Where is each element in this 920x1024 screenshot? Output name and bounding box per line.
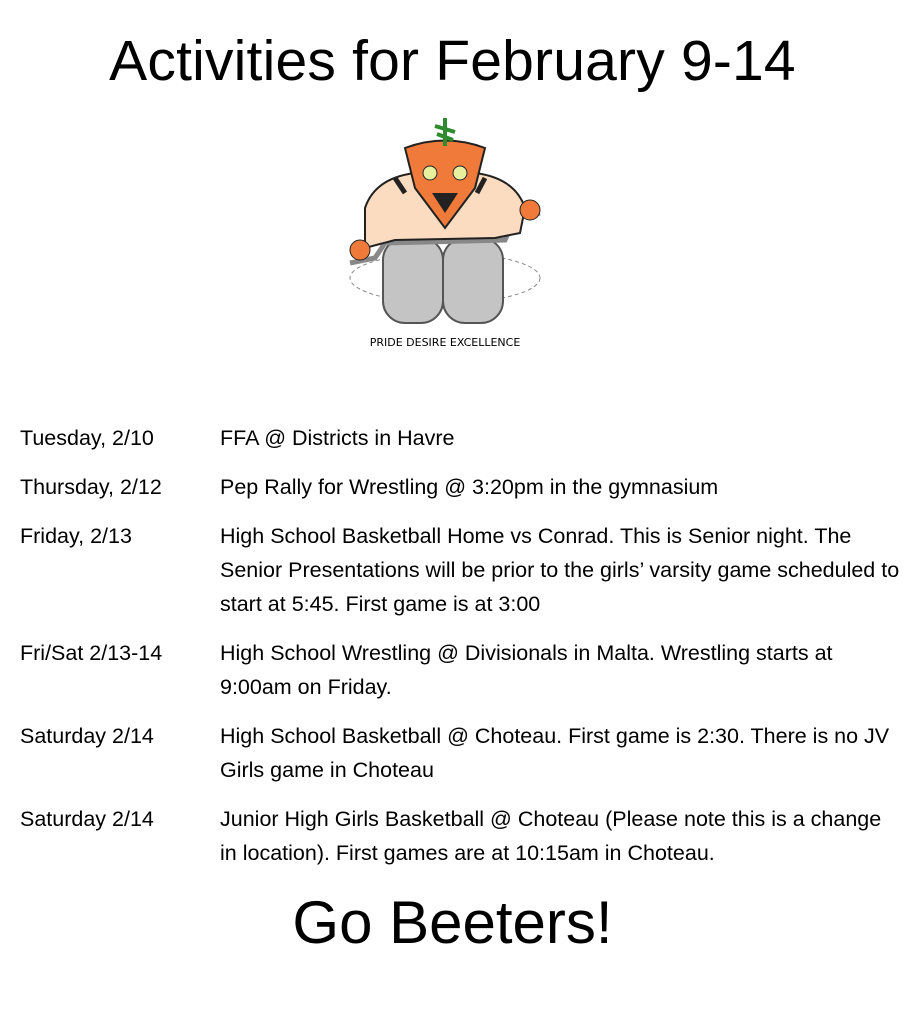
event-description: High School Basketball Home vs Conrad. This is Senior night. The Senior Presentations will be prior to the girls’ varsity game scheduled to start at 5:45. First game is at 3:00: [220, 524, 900, 616]
event-row: [20, 636, 900, 704]
event-date: Tuesday, 2/10: [20, 426, 154, 450]
event-row: [20, 719, 900, 787]
event-date: Saturday 2/14: [20, 724, 154, 748]
event-row: [20, 519, 900, 621]
event-description: High School Wrestling @ Divisionals in Malta. Wrestling starts at 9:00am on Friday.: [220, 641, 833, 699]
logo-tagline: PRIDE DESIRE EXCELLENCE: [369, 336, 521, 349]
page-title: Activities for February 9-14: [109, 29, 796, 93]
activities-schedule: [20, 421, 900, 885]
event-row: [20, 421, 900, 455]
closing-slogan: Go Beeters!: [292, 889, 613, 956]
event-description: Pep Rally for Wrestling @ 3:20pm in the gymnasium: [220, 475, 719, 499]
event-row: [20, 802, 900, 870]
event-description: Junior High Girls Basketball @ Choteau (Please note this is a change in location). First games are at 10:15am in Choteau.: [220, 807, 882, 865]
mascot-illustration: [350, 118, 540, 323]
event-date: Fri/Sat 2/13-14: [20, 641, 163, 665]
event-date: Saturday 2/14: [20, 807, 154, 831]
event-description: FFA @ Districts in Havre: [220, 426, 455, 450]
event-description: High School Basketball @ Choteau. First game is 2:30. There is no JV Girls game in Choteau: [220, 724, 890, 782]
beeters-mascot-logo: [335, 118, 555, 358]
event-date: Friday, 2/13: [20, 524, 132, 548]
event-row: [20, 470, 900, 504]
event-date: Thursday, 2/12: [20, 475, 162, 499]
